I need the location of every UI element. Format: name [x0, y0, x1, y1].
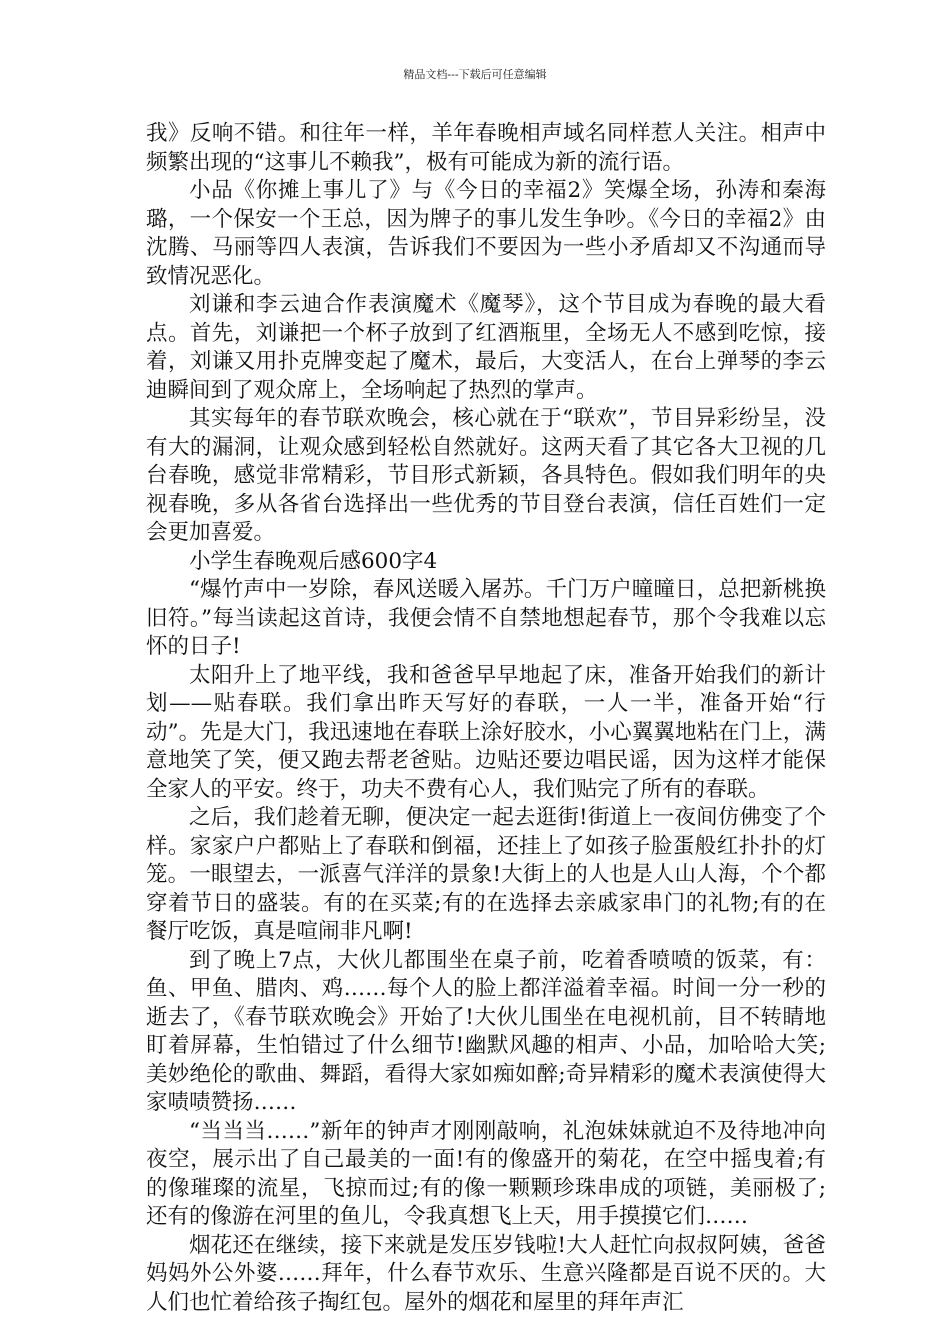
- paragraph: 太阳升上了地平线，我和爸爸早早地起了床，准备开始我们的新计划——贴春联。我们拿出昨天写好的春联，一人一半，准备开始“行动”。先是大门，我迅速地在春联上涂好胶水，小心翼翼地粘在门上，满意地笑了笑，便又跑去帮老爸贴。边贴还要边唱民谣，因为这样才能保全家人的平安。终于，功夫不费有心人，我们贴完了所有的春联。: [146, 662, 826, 802]
- paragraph: 刘谦和李云迪合作表演魔术《魔琴》，这个节目成为春晚的最大看点。首先，刘谦把一个杯子放到了红酒瓶里，全场无人不感到吃惊，接着，刘谦又用扑克牌变起了魔术，最后，大变活人，在台上弹琴的李云迪瞬间到了观众席上，全场响起了热烈的掌声。: [146, 292, 826, 403]
- paragraph: 之后，我们趁着无聊，便决定一起去逛街!街道上一夜间仿佛变了个样。家家户户都贴上了春联和倒福，还挂上了如孩子脸蛋般红扑扑的灯笼。一眼望去，一派喜气洋洋的景象!大街上的人也是人山人海，个个都穿着节日的盛装。有的在买菜;有的在选择去亲戚家串门的礼物;有的在餐厅吃饭，真是喧闹非凡啊!: [146, 805, 826, 944]
- paragraph: “当当当……”新年的钟声才刚刚敲响，礼泡妹妹就迫不及待地冲向夜空，展示出了自己最美的一面!有的像盛开的菊花，在空中摇曳着;有的像璀璨的流星，飞掠而过;有的像一颗颗珍珠串成的项链，美丽极了;还有的像游在河里的鱼儿，令我真想飞上天，用手摸摸它们……: [146, 1118, 826, 1229]
- paragraph: “爆竹声中一岁除，春风送暖入屠苏。千门万户曈曈日，总把新桃换旧符。”每当读起这首诗，我便会情不自禁地想起春节，那个令我难以忘怀的日子!: [146, 577, 826, 659]
- paragraph: 到了晚上7点，大伙儿都围坐在桌子前，吃着香喷喷的饭菜，有：鱼、甲鱼、腊肉、鸡……每个人的脸上都洋溢着幸福。时间一分一秒的逝去了，《春节联欢晚会》开始了!大伙儿围坐在电视机前，目不转睛地盯着屏幕，生怕错过了什么细节!幽默风趣的相声、小品，加哈哈大笑;美妙绝伦的歌曲、舞蹈，看得大家如痴如醉;奇异精彩的魔术表演使得大家啧啧赞扬……: [146, 947, 826, 1115]
- paragraph: 小品《你摊上事儿了》与《今日的幸福2》笑爆全场，孙涛和秦海璐，一个保安一个王总，因为牌子的事儿发生争吵。《今日的幸福2》由沈腾、马丽等四人表演，告诉我们不要因为一些小矛盾却又不沟通而导致情况恶化。: [146, 178, 826, 289]
- paragraph: 烟花还在继续，接下来就是发压岁钱啦!大人赶忙向叔叔阿姨，爸爸妈妈外公外婆……拜年，什么春节欢乐、生意兴隆都是百说不厌的。大人们也忙着给孩子掏红包。屋外的烟花和屋里的拜年声汇: [146, 1232, 826, 1315]
- section-heading: 小学生春晚观后感600字4: [189, 548, 438, 574]
- paragraph: 其实每年的春节联欢晚会，核心就在于“联欢”，节目异彩纷呈，没有大的漏洞，让观众感到轻松自然就好。这两天看了其它各大卫视的几台春晚，感觉非常精彩，节目形式新颖，各具特色。假如我们明年的央视春晚，多从各省台选择出一些优秀的节目登台表演，信任百姓们一定会更加喜爱。: [146, 406, 826, 545]
- page-header: 精品文档---下载后可任意编辑: [403, 68, 547, 81]
- document-body: [146, 120, 826, 1317]
- paragraph: 我》反响不错。和往年一样，羊年春晚相声域名同样惹人关注。相声中频繁出现的“这事儿不赖我”，极有可能成为新的流行语。: [146, 121, 826, 175]
